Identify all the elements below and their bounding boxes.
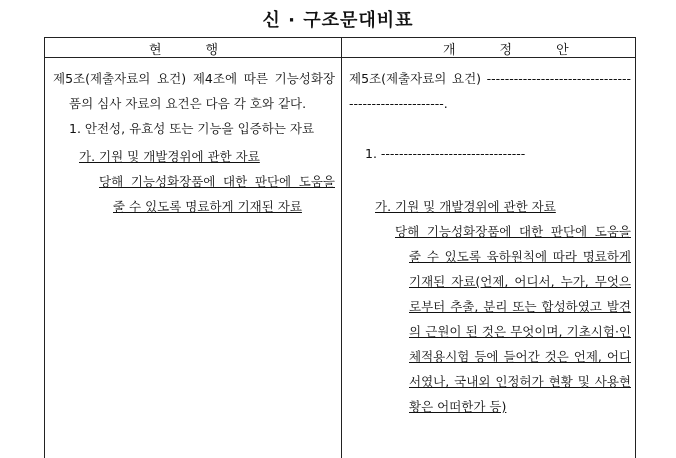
column-divider — [341, 38, 342, 458]
revised-sub-ga-text: 가. 기원 및 개발경위에 관한 자료 — [375, 199, 556, 214]
revised-sub-ga — [349, 194, 631, 219]
revised-sub-ga-body-text: 당해 기능성화장품에 대한 판단에 도움을 줄 수 있도록 육하원칙에 따라 명료하게 기재된 자료(언제, 어디서, 누가, 무엇으로부터 추출, 분리 또는 합성하였고 발견의 근원이 된 것은 무엇이며, 기초시험·인체적용시험 등에 들어간 것은 언제, 어디서였나, 국내외 인정허가 현황 및 사용현황은 어떠한가 등) — [395, 224, 631, 414]
table-header — [45, 38, 635, 58]
current-column — [53, 58, 335, 219]
current-sub-ga-body-text: 당해 기능성화장품에 대한 판단에 도움을 줄 수 있도록 명료하게 기재된 자료 — [99, 174, 335, 214]
revised-column — [349, 58, 631, 419]
header-revised: 개정안 — [443, 43, 613, 58]
current-sub-ga-body — [53, 169, 335, 219]
revised-item-1: 1. -------------------------------- — [365, 146, 526, 161]
current-article: 제5조(제출자료의 요건) 제4조에 따른 기능성화장품의 심사 자료의 요건은 다음 각 호와 같다. — [53, 71, 335, 111]
header-current: 현행 — [149, 43, 263, 58]
revised-sub-ga-body — [349, 219, 631, 419]
current-sub-ga — [53, 144, 335, 169]
comparison-table — [44, 37, 636, 458]
page-title: 신 · 구조문대비표 — [262, 10, 414, 31]
current-item-1: 1. 안전성, 유효성 또는 기능을 입증하는 자료 — [69, 121, 315, 136]
revised-article: 제5조(제출자료의 요건) -----------------------------------------------------. — [349, 71, 631, 111]
current-sub-ga-text: 가. 기원 및 개발경위에 관한 자료 — [79, 149, 260, 164]
